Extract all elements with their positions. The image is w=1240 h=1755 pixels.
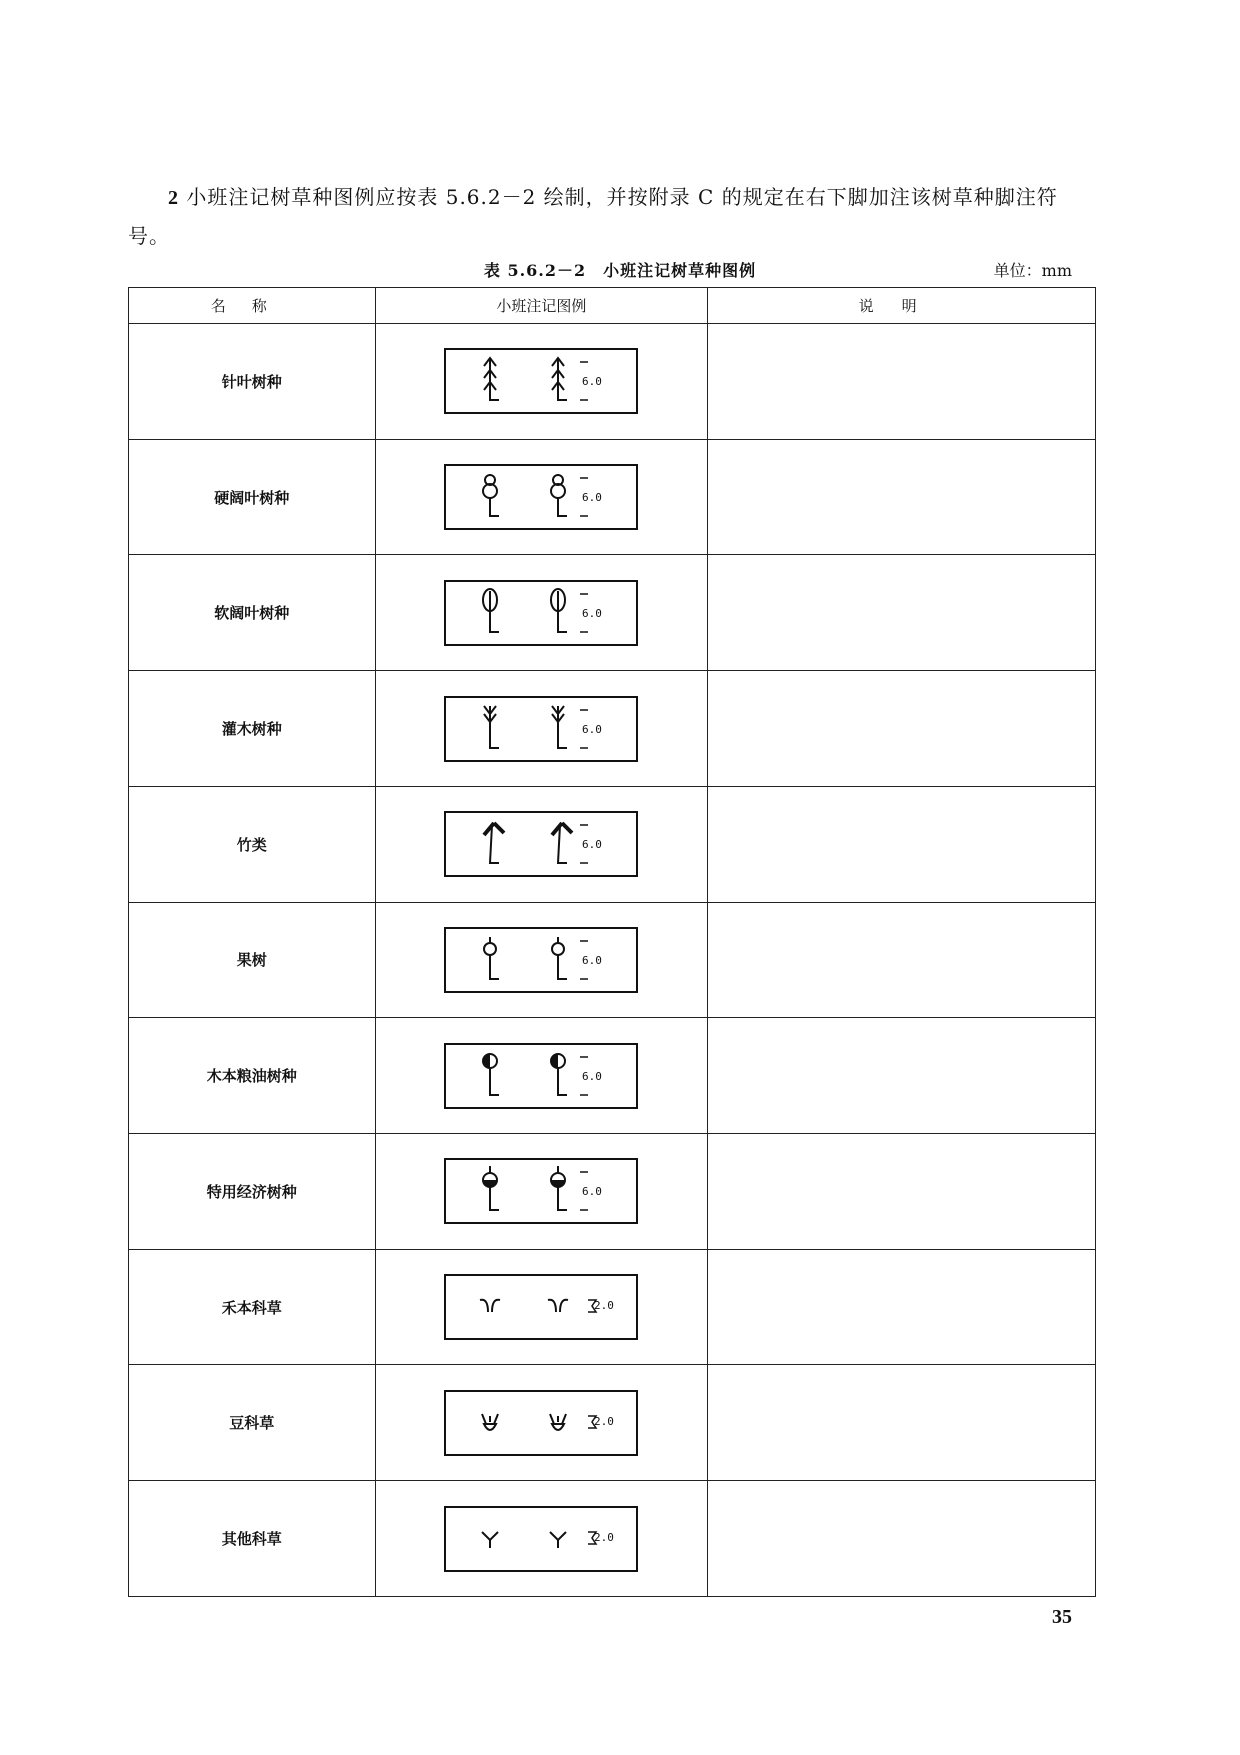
row-name: 豆科草 [129, 1365, 376, 1481]
page-number: 35 [1052, 1606, 1072, 1628]
row-description [708, 324, 1096, 440]
paragraph-number: 2 [168, 187, 179, 209]
table-row [129, 902, 1096, 1018]
row-description [708, 1249, 1096, 1365]
dimension-label: 6.0 [582, 1069, 603, 1083]
softwood-broadleaf-icon [444, 580, 638, 646]
row-description [708, 671, 1096, 787]
dimension-label: 6.0 [582, 953, 603, 967]
other-grass-icon [444, 1506, 638, 1572]
row-description [708, 902, 1096, 1018]
row-description [708, 786, 1096, 902]
row-symbol-cell [375, 671, 708, 787]
table-row [129, 1481, 1096, 1597]
table-row [129, 1249, 1096, 1365]
table-header-row [129, 288, 1096, 324]
row-symbol-cell [375, 1134, 708, 1250]
dimension-label: 6.0 [582, 1185, 603, 1199]
row-name: 其他科草 [129, 1481, 376, 1597]
table-row [129, 1134, 1096, 1250]
table-caption: 表 5.6.2－2 小班注记树草种图例 [483, 261, 757, 280]
row-description [708, 1018, 1096, 1134]
row-description [708, 1365, 1096, 1481]
row-name: 软阔叶树种 [129, 555, 376, 671]
row-symbol-cell [375, 439, 708, 555]
row-symbol-cell [375, 1481, 708, 1597]
row-name: 果树 [129, 902, 376, 1018]
row-name: 针叶树种 [129, 324, 376, 440]
table-row [129, 1018, 1096, 1134]
row-symbol-cell [375, 555, 708, 671]
header-name: 名称 [129, 288, 376, 324]
dimension-label: 6.0 [582, 491, 603, 505]
paragraph [128, 178, 1096, 255]
dimension-label: 2.0 [594, 1530, 615, 1544]
fruit-tree-icon [444, 927, 638, 993]
table-row [129, 555, 1096, 671]
row-description [708, 555, 1096, 671]
row-name: 硬阔叶树种 [129, 439, 376, 555]
dimension-label: 6.0 [582, 375, 603, 389]
dimension-label: 2.0 [594, 1299, 615, 1313]
table-unit: 单位：mm [993, 261, 1072, 280]
row-symbol-cell [375, 1249, 708, 1365]
legend-body [129, 324, 1096, 1597]
table-row [129, 671, 1096, 787]
row-name: 禾本科草 [129, 1249, 376, 1365]
dimension-label: 2.0 [594, 1414, 615, 1428]
table-row [129, 1365, 1096, 1481]
dimension-label: 6.0 [582, 838, 603, 852]
table-row [129, 786, 1096, 902]
row-description [708, 439, 1096, 555]
row-symbol-cell [375, 1018, 708, 1134]
bamboo-icon [444, 811, 638, 877]
row-description [708, 1134, 1096, 1250]
conifer-icon [444, 348, 638, 414]
header-symbol: 小班注记图例 [375, 288, 708, 324]
special-economic-tree-icon [444, 1158, 638, 1224]
dimension-label: 6.0 [582, 722, 603, 736]
row-symbol-cell [375, 902, 708, 1018]
row-name: 木本粮油树种 [129, 1018, 376, 1134]
row-name: 灌木树种 [129, 671, 376, 787]
row-symbol-cell [375, 1365, 708, 1481]
legend-table [128, 287, 1096, 1597]
row-symbol-cell [375, 786, 708, 902]
row-name: 竹类 [129, 786, 376, 902]
hardwood-broadleaf-icon [444, 464, 638, 530]
woody-grain-oil-tree-icon [444, 1043, 638, 1109]
row-symbol-cell [375, 324, 708, 440]
paragraph-text: 小班注记树草种图例应按表 5.6.2－2 绘制，并按附录 C 的规定在右下脚加注该树草种脚注符号。 [128, 185, 1058, 248]
table-row [129, 324, 1096, 440]
grass-icon [444, 1274, 638, 1340]
shrub-icon [444, 696, 638, 762]
legume-grass-icon [444, 1390, 638, 1456]
table-row [129, 439, 1096, 555]
row-name: 特用经济树种 [129, 1134, 376, 1250]
dimension-label: 6.0 [582, 606, 603, 620]
header-description: 说明 [708, 288, 1096, 324]
row-description [708, 1481, 1096, 1597]
